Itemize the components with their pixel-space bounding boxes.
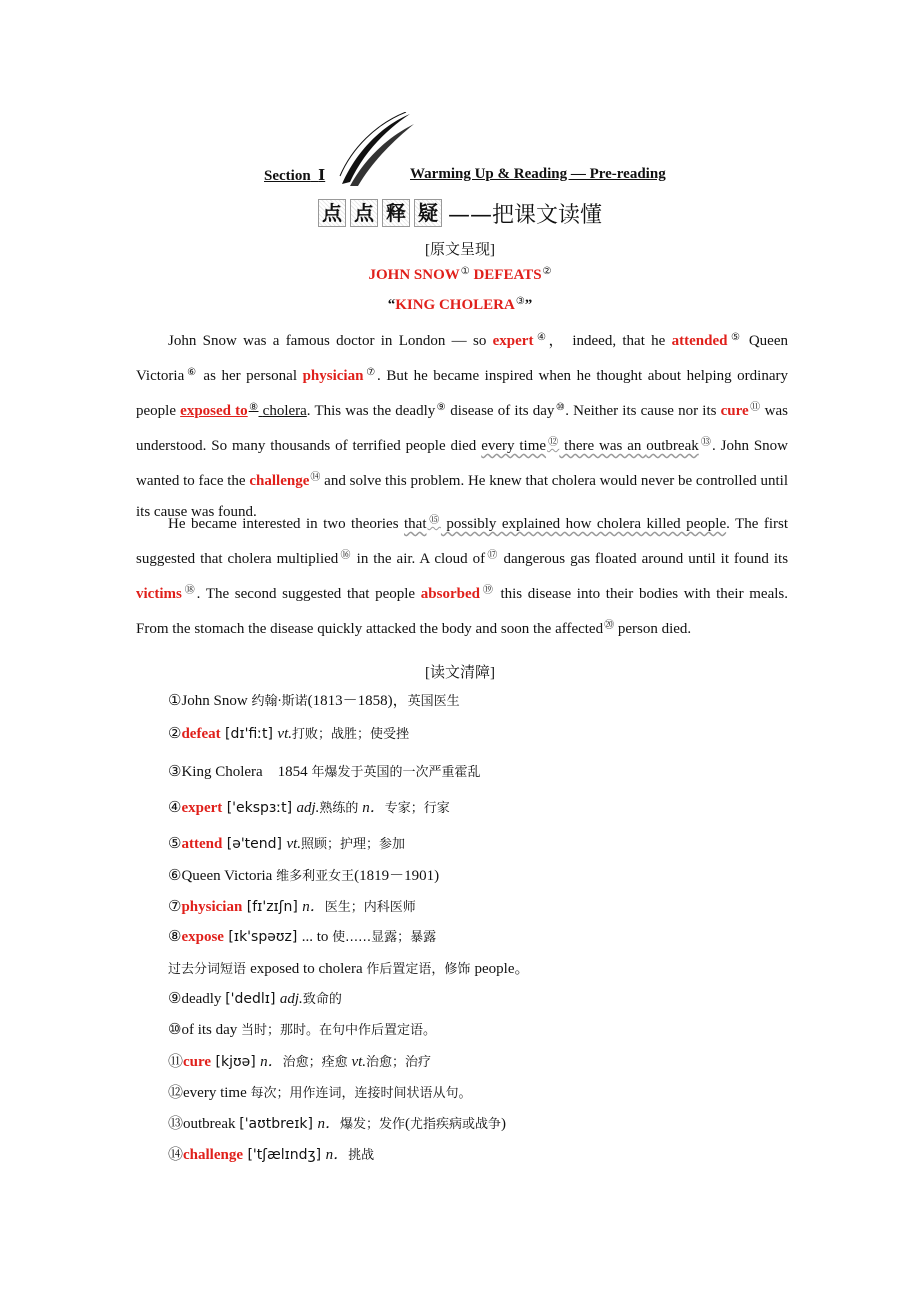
note-zh: 打败；战胜；使受挫 xyxy=(291,727,409,742)
note-phonetic: ['aʊtbreɪk] xyxy=(239,1116,318,1132)
banner-rest: ——把课文读懂 xyxy=(448,202,603,228)
p2-text: dangerous gas floated around until it found its xyxy=(498,551,789,567)
note-phonetic: ['ekspɜːt] xyxy=(222,800,297,816)
note-text: every time xyxy=(183,1085,251,1101)
word-every-time: every time xyxy=(481,438,547,454)
banner-char-3: 释 xyxy=(382,199,410,227)
title-note-2: ② xyxy=(542,266,552,277)
note-num: ⑫ xyxy=(168,1085,184,1101)
note-ref: ⑫ xyxy=(547,437,560,448)
note-phonetic: [ɪk'spəʊz] xyxy=(223,929,302,945)
note-zh: 医生；内科医师 xyxy=(324,900,416,915)
note-zh: 作后置定语，修饰 xyxy=(366,962,475,977)
note-num: ⑪ xyxy=(168,1054,184,1070)
note-ref: ⑨ xyxy=(436,402,447,413)
note-pos: vt. xyxy=(277,726,292,742)
note-zh: 每次；用作连词，连接时间状语从句。 xyxy=(250,1086,472,1101)
p2-text: person died. xyxy=(614,621,692,637)
note-text: (1813－1858)， xyxy=(307,693,408,709)
word-absorbed: absorbed xyxy=(420,586,480,602)
p1-text: Queen Victoria xyxy=(136,333,788,384)
note-text: Queen Victoria xyxy=(181,868,277,884)
note-phonetic: [fɪ'zɪʃn] xyxy=(242,899,303,915)
note-6 xyxy=(168,864,439,885)
note-ref: ⑬ xyxy=(699,437,712,448)
p1-text: . But he became inspired when he thought about helping ordinary people xyxy=(136,368,788,419)
note-word: physician xyxy=(181,899,243,915)
note-text: deadly xyxy=(181,991,226,1007)
word-attended: attended xyxy=(671,333,728,349)
note-ref: ⑰ xyxy=(486,550,499,561)
note-num: ⑬ xyxy=(168,1116,184,1132)
article-title-line-2 xyxy=(0,296,920,314)
note-zh: 专家；行家 xyxy=(384,801,450,816)
note-word: expert xyxy=(181,800,223,816)
word-that: that xyxy=(404,516,427,532)
note-text: King Cholera 1854 xyxy=(181,764,312,780)
swoosh-logo xyxy=(336,112,416,188)
note-ref: ⑱ xyxy=(182,585,197,596)
note-num: ③ xyxy=(168,764,182,780)
note-zh: 约翰·斯诺 xyxy=(251,694,308,709)
original-text-label: [原文呈现] xyxy=(425,242,495,258)
note-5 xyxy=(168,833,405,853)
note-zh: 维多利亚女王 xyxy=(276,869,355,884)
note-13 xyxy=(168,1112,506,1133)
note-4 xyxy=(168,796,450,817)
note-pos: adj. xyxy=(296,800,320,816)
word-expert: expert xyxy=(492,333,534,349)
title-note-3: ③ xyxy=(515,296,525,307)
note-8-explanation xyxy=(168,957,529,978)
note-12 xyxy=(168,1081,472,1102)
note-3 xyxy=(168,760,480,781)
note-pos: n． xyxy=(260,1054,283,1070)
note-ref: ⑧ xyxy=(248,402,259,413)
word-cholera: cholera xyxy=(262,403,307,419)
title-close-quote: ” xyxy=(524,297,533,313)
note-8 xyxy=(168,926,436,946)
note-zh: 爆发；发作 xyxy=(339,1117,405,1132)
note-pos: vt. xyxy=(347,1054,367,1070)
title-king-cholera: KING CHOLERA xyxy=(395,297,515,313)
note-text: ) xyxy=(501,1116,506,1132)
note-pos: n． xyxy=(302,899,325,915)
note-num: ⑭ xyxy=(168,1147,184,1163)
note-1 xyxy=(168,689,460,710)
section-header xyxy=(264,166,325,185)
note-phonetic: ['dedlɪ] xyxy=(225,991,280,1007)
section-label: Section xyxy=(264,168,311,184)
note-num: ② xyxy=(168,726,182,742)
note-zh: 当时；那时。在句中作后置定语。 xyxy=(241,1023,437,1038)
note-zh: 熟练的 xyxy=(319,801,359,816)
title-note-1: ① xyxy=(460,266,470,277)
note-zh: 挑战 xyxy=(348,1148,375,1163)
note-zh: 治愈；痊愈 xyxy=(282,1055,348,1070)
note-zh: 英国医生 xyxy=(407,694,460,709)
note-num: ⑦ xyxy=(168,899,182,915)
note-zh: 尤指疾病或战争 xyxy=(409,1117,501,1132)
note-ref: ⑪ xyxy=(749,402,761,413)
note-ref: ⑦ xyxy=(364,367,378,378)
p2-text: . The first suggested that cholera multiplied xyxy=(136,516,789,567)
note-zh: 治愈；治疗 xyxy=(366,1055,432,1070)
notes-label: [读文清障] xyxy=(425,665,495,681)
title-open-quote: “ xyxy=(387,297,396,313)
p1-text: was understood. So many thousands of terrified people died xyxy=(136,403,789,454)
note-pos: n． xyxy=(317,1116,340,1132)
relative-clause: possibly explained how cholera killed people xyxy=(440,516,727,532)
paragraph-2 xyxy=(136,505,788,645)
note-ref: ⑮ xyxy=(427,515,441,526)
note-pos: vt. xyxy=(286,836,302,852)
note-phonetic: [dɪ'fiːt] xyxy=(220,726,278,742)
title-defeats: DEFEATS xyxy=(473,267,542,283)
note-num: ⑤ xyxy=(168,836,182,852)
note-ref: ⑯ xyxy=(339,550,352,561)
title-john-snow: JOHN SNOW xyxy=(368,267,460,283)
note-ref: ⑳ xyxy=(604,620,615,631)
paragraph-1 xyxy=(136,322,788,528)
banner-char-2: 点 xyxy=(350,199,378,227)
note-10 xyxy=(168,1019,436,1039)
p1-text: John Snow was a famous doctor in London — so xyxy=(168,333,493,349)
p2-text: . The second suggested that people xyxy=(196,586,421,602)
note-ref: ⑭ xyxy=(310,472,321,483)
note-14 xyxy=(168,1143,374,1164)
article-title-line-1 xyxy=(0,266,920,284)
section-number: Ⅰ xyxy=(318,168,326,184)
note-word: expose xyxy=(181,929,224,945)
note-2 xyxy=(168,723,409,743)
p1-text: . Neither its cause nor its xyxy=(565,403,721,419)
note-11 xyxy=(168,1050,431,1071)
p1-text: ， indeed, that he xyxy=(548,333,672,349)
note-ref: ⑤ xyxy=(728,332,743,343)
note-num: ⑧ xyxy=(168,929,182,945)
section-title: Warming Up & Reading — Pre-reading xyxy=(410,166,666,182)
note-ref: ⑥ xyxy=(185,367,198,378)
word-cure: cure xyxy=(720,403,749,419)
note-word: cure xyxy=(183,1054,212,1070)
note-ref: ⑲ xyxy=(480,585,495,596)
note-num: ⑩ xyxy=(168,1022,182,1038)
banner-char-1: 点 xyxy=(318,199,346,227)
note-phonetic: [ə'tend] xyxy=(222,836,287,852)
note-text: of its day xyxy=(181,1022,242,1038)
note-num: ④ xyxy=(168,800,182,816)
note-phonetic: [kjʊə] xyxy=(211,1054,261,1070)
note-zh: 照顾；护理；参加 xyxy=(301,837,406,852)
note-text: ( xyxy=(404,1116,410,1132)
note-text: outbreak xyxy=(183,1116,240,1132)
note-zh: 致命的 xyxy=(302,992,342,1007)
p2-text: in the air. A cloud of xyxy=(351,551,486,567)
note-word: challenge xyxy=(183,1147,244,1163)
word-physician: physician xyxy=(302,368,364,384)
p2-text: this disease into their bodies with their meals. From the stomach the disease quickly attacked the body and soon the affected xyxy=(136,586,789,637)
note-text: ... to xyxy=(301,929,333,945)
p1-text: . John Snow wanted to face the xyxy=(136,438,789,489)
note-pos: n． xyxy=(325,1147,349,1163)
note-9 xyxy=(168,988,342,1008)
word-victims: victims xyxy=(136,586,182,602)
p1-text: disease of its day xyxy=(446,403,555,419)
note-7 xyxy=(168,895,416,916)
p1-text: . This was the deadly xyxy=(306,403,436,419)
banner-char-4: 疑 xyxy=(414,199,442,227)
note-text: John Snow xyxy=(181,693,252,709)
p1-text: there was an xyxy=(559,438,647,454)
note-pos: adj. xyxy=(279,991,303,1007)
word-challenge: challenge xyxy=(249,473,310,489)
note-text: (1819－1901) xyxy=(354,868,440,884)
p2-text: He became interested in two theories xyxy=(168,516,405,532)
note-num: ① xyxy=(168,693,182,709)
p1-text: as her personal xyxy=(197,368,303,384)
note-zh: 过去分词短语 xyxy=(168,962,251,977)
note-num: ⑨ xyxy=(168,991,182,1007)
word-exposed-to: exposed to xyxy=(180,403,248,419)
banner-title xyxy=(318,198,602,228)
note-word: defeat xyxy=(181,726,221,742)
note-phonetic: ['tʃælɪndʒ] xyxy=(243,1147,326,1163)
p1-text: and solve this problem. He knew that cholera would never be controlled until its cause was found. xyxy=(136,473,789,520)
note-zh: 使……显露；暴露 xyxy=(332,930,437,945)
note-zh: 年爆发于英国的一次严重霍乱 xyxy=(311,765,481,780)
note-pos: n． xyxy=(358,800,385,816)
note-text: exposed to cholera xyxy=(250,961,367,977)
note-num: ⑥ xyxy=(168,868,182,884)
word-outbreak: outbreak xyxy=(646,438,699,454)
note-ref: ⑩ xyxy=(555,402,566,413)
note-word: attend xyxy=(181,836,223,852)
note-text: people。 xyxy=(474,961,530,977)
note-ref: ④ xyxy=(534,332,549,343)
